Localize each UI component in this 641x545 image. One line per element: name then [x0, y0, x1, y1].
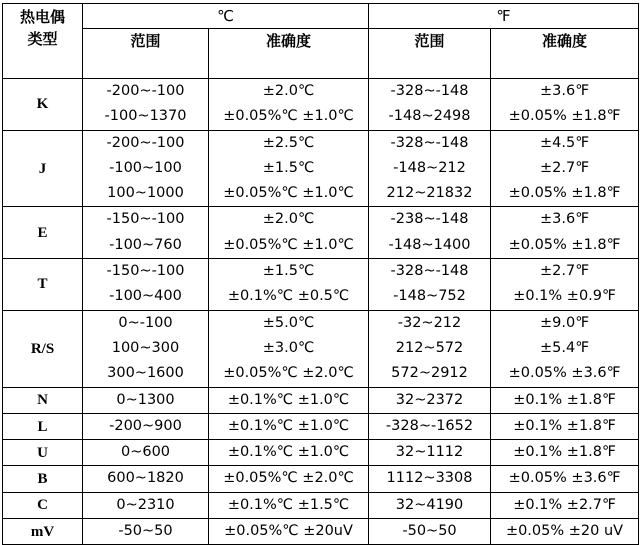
range-c-value: 300~1600	[107, 365, 184, 382]
fahrenheit-unit-header: ℉	[369, 4, 639, 29]
thermocouple-type-cell: E	[3, 207, 83, 259]
accuracy-f-value: ±3.6℉	[540, 211, 590, 228]
accuracy-f-value: ±0.05% ±1.8℉	[508, 108, 621, 125]
thermocouple-type-cell: T	[3, 259, 83, 311]
range-c-value: -150~-100	[106, 263, 185, 280]
range-f-value: -32~212	[397, 314, 462, 331]
accuracy-f-cell	[491, 440, 639, 466]
accuracy-f-value: ±0.1% ±0.9℉	[513, 288, 616, 305]
table-body	[3, 79, 639, 545]
accuracy-f-value: ±9.0℉	[540, 314, 590, 331]
accuracy-c-value: ±0.1%℃ ±1.0℃	[227, 417, 350, 434]
range-c-cell	[83, 466, 209, 492]
range-c-value: -100~100	[109, 159, 182, 176]
accuracy-c-cell	[209, 466, 369, 492]
range-c-cell	[83, 310, 209, 387]
accuracy-f-cell	[491, 466, 639, 492]
accuracy-c-value: ±0.1%℃ ±0.5℃	[227, 288, 350, 305]
range-f-cell	[369, 79, 491, 131]
range-c-value: 100~300	[111, 339, 180, 356]
table-row	[3, 310, 639, 387]
accuracy-f-value: ±0.05% ±3.6℉	[508, 470, 621, 487]
accuracy-f-cell	[491, 259, 639, 311]
accuracy-c-value: ±1.5℃	[262, 263, 315, 280]
accuracy-f-value: ±0.1% ±2.7℉	[513, 496, 616, 513]
accuracy-f-value: ±0.1% ±1.8℉	[513, 417, 616, 434]
range-f-value: 212~572	[395, 339, 464, 356]
accuracy-c-cell	[209, 413, 369, 439]
accuracy-c-cell	[209, 259, 369, 311]
range-f-value: -148~2498	[388, 108, 471, 125]
range-f-value: -328~-148	[390, 83, 469, 99]
thermocouple-spec-table	[2, 3, 639, 545]
accuracy-c-value: ±2.5℃	[262, 134, 315, 151]
range-c-value: 600~1820	[107, 470, 184, 487]
type-header-line2: 类型	[27, 30, 58, 48]
range-c-cell	[83, 259, 209, 311]
range-c-value: -100~1370	[104, 108, 187, 125]
range-f-value: 212~21832	[386, 185, 473, 202]
table-row	[3, 207, 639, 259]
range-c-value: 0~2310	[116, 496, 175, 513]
range-f-cell	[369, 207, 491, 259]
thermocouple-type-cell: C	[3, 492, 83, 518]
range-f-cell	[369, 130, 491, 207]
accuracy-c-cell	[209, 492, 369, 518]
table-row	[3, 387, 639, 413]
range-c-value: 0~-100	[118, 314, 173, 331]
table-row	[3, 440, 639, 466]
range-f-value: 32~1112	[395, 444, 464, 461]
range-f-value: 1112~3308	[386, 470, 473, 487]
table-row	[3, 492, 639, 518]
accuracy-f-value: ±0.05% ±3.6℉	[508, 365, 621, 382]
thermocouple-type-cell: B	[3, 466, 83, 492]
accuracy-f-header: 准确度	[491, 29, 639, 79]
range-f-value: -148~1400	[388, 236, 471, 253]
accuracy-c-value: ±1.5℃	[262, 159, 315, 176]
celsius-unit-header: ℃	[83, 4, 369, 29]
thermocouple-type-cell: mV	[3, 519, 83, 545]
accuracy-c-value: ±2.0℃	[262, 211, 315, 228]
accuracy-c-value: ±0.1%℃ ±1.0℃	[227, 444, 350, 461]
range-c-cell	[83, 79, 209, 131]
accuracy-c-value: ±3.0℃	[262, 339, 315, 356]
thermocouple-type-cell: L	[3, 413, 83, 439]
range-c-header: 范围	[83, 29, 209, 79]
range-f-cell	[369, 492, 491, 518]
range-c-value: 0~1300	[116, 391, 175, 408]
range-f-value: 572~2912	[391, 365, 468, 382]
range-f-value: 32~4190	[395, 496, 464, 513]
type-header-line1: 热电偶	[19, 8, 65, 26]
accuracy-f-cell	[491, 79, 639, 131]
accuracy-c-cell	[209, 440, 369, 466]
accuracy-c-value: ±0.05%℃ ±1.0℃	[223, 236, 354, 253]
accuracy-c-value: ±0.05%℃ ±20uV	[224, 523, 353, 540]
accuracy-c-cell	[209, 387, 369, 413]
accuracy-c-value: ±0.1%℃ ±1.5℃	[227, 496, 350, 513]
range-f-value: -50~50	[402, 523, 457, 540]
accuracy-f-cell	[491, 130, 639, 207]
range-c-value: -200~-100	[106, 134, 185, 151]
range-c-cell	[83, 492, 209, 518]
range-f-cell	[369, 413, 491, 439]
range-f-cell	[369, 387, 491, 413]
accuracy-f-cell	[491, 492, 639, 518]
range-c-cell	[83, 130, 209, 207]
range-c-cell	[83, 440, 209, 466]
range-f-cell	[369, 259, 491, 311]
accuracy-f-value: ±0.1% ±1.8℉	[513, 391, 616, 408]
accuracy-c-header: 准确度	[209, 29, 369, 79]
accuracy-f-cell	[491, 387, 639, 413]
table-row	[3, 466, 639, 492]
range-f-value: -148~212	[393, 159, 466, 176]
thermocouple-type-cell: R/S	[3, 310, 83, 387]
range-c-value: -50~50	[118, 523, 173, 540]
thermocouple-type-cell: K	[3, 79, 83, 131]
accuracy-c-value: ±0.05%℃ ±2.0℃	[223, 365, 354, 382]
accuracy-f-cell	[491, 310, 639, 387]
range-c-value: -100~760	[109, 236, 182, 253]
accuracy-f-cell	[491, 207, 639, 259]
accuracy-f-value: ±0.1% ±1.8℉	[513, 444, 616, 461]
range-f-cell	[369, 466, 491, 492]
range-f-value: -148~752	[393, 288, 466, 305]
accuracy-f-value: ±0.05% ±1.8℉	[508, 236, 621, 253]
thermocouple-type-cell: J	[3, 130, 83, 207]
range-f-cell	[369, 310, 491, 387]
range-c-value: -150~-100	[106, 211, 185, 228]
thermocouple-type-cell: N	[3, 387, 83, 413]
accuracy-f-value: ±3.6℉	[540, 83, 590, 99]
thermocouple-type-cell: U	[3, 440, 83, 466]
thermocouple-type-header	[3, 4, 83, 79]
accuracy-c-cell	[209, 79, 369, 131]
accuracy-f-cell	[491, 413, 639, 439]
accuracy-f-value: ±4.5℉	[540, 134, 590, 151]
range-f-header: 范围	[369, 29, 491, 79]
table-row	[3, 79, 639, 131]
accuracy-c-value: ±0.05%℃ ±2.0℃	[223, 470, 354, 487]
accuracy-f-value: ±0.05% ±1.8℉	[508, 185, 621, 202]
accuracy-c-value: ±2.0℃	[262, 83, 315, 99]
accuracy-c-value: ±0.1%℃ ±1.0℃	[227, 391, 350, 408]
table-row	[3, 130, 639, 207]
accuracy-c-cell	[209, 207, 369, 259]
accuracy-f-value: ±2.7℉	[540, 159, 590, 176]
range-c-value: 100~1000	[107, 185, 184, 202]
accuracy-c-value: ±0.05%℃ ±1.0℃	[223, 108, 354, 125]
accuracy-c-cell	[209, 130, 369, 207]
accuracy-c-value: ±5.0℃	[262, 314, 315, 331]
range-f-value: 32~2372	[395, 391, 464, 408]
accuracy-f-value: ±5.4℉	[540, 339, 590, 356]
range-f-cell	[369, 440, 491, 466]
range-c-value: -100~400	[109, 288, 182, 305]
accuracy-f-value: ±0.05% ±20 uV	[505, 523, 624, 540]
range-f-value: -328~-148	[390, 134, 469, 151]
range-f-value: -238~-148	[390, 211, 469, 228]
table-row	[3, 413, 639, 439]
accuracy-c-value: ±0.05%℃ ±1.0℃	[223, 185, 354, 202]
range-c-cell	[83, 413, 209, 439]
range-c-cell	[83, 207, 209, 259]
accuracy-c-cell	[209, 310, 369, 387]
range-f-value: -328~-148	[390, 263, 469, 280]
range-c-value: -200~900	[109, 417, 182, 434]
table-row	[3, 259, 639, 311]
accuracy-f-value: ±2.7℉	[540, 263, 590, 280]
range-c-value: -200~-100	[106, 83, 185, 99]
range-c-value: 0~600	[120, 444, 171, 461]
range-f-value: -328~-1652	[385, 417, 474, 434]
range-c-cell	[83, 387, 209, 413]
